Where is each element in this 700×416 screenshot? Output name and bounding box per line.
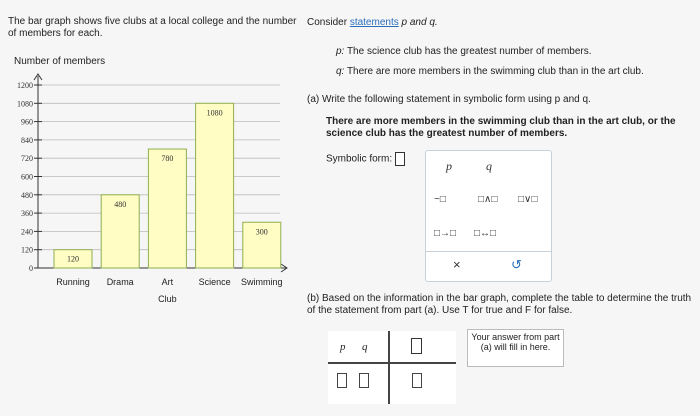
consider-prefix: Consider bbox=[307, 17, 350, 28]
palette-implies-button[interactable]: □→□ bbox=[434, 228, 457, 239]
truth-table-cell-q[interactable] bbox=[359, 373, 369, 388]
statements-link[interactable]: statements bbox=[349, 17, 399, 28]
y-tick-label: 1080 bbox=[17, 99, 33, 109]
y-tick-label: 0 bbox=[29, 264, 33, 273]
y-tick-label: 960 bbox=[21, 117, 33, 127]
symbolic-form-label: Symbolic form: bbox=[326, 153, 393, 165]
part-b-question: (b) Based on the information in the bar graph, complete the table to determine the truth of the statement from part (a). Use T for true and F for false. bbox=[307, 293, 692, 316]
target-statement: There are more members in the swimming club than in the art club, or the science club has the greatest number of members. bbox=[326, 116, 676, 139]
bar-value-label: 120 bbox=[67, 254, 79, 264]
bar-value-label: 480 bbox=[114, 199, 127, 209]
palette-or-button[interactable]: □∨□ bbox=[518, 194, 538, 205]
y-tick-label: 840 bbox=[21, 135, 33, 145]
x-axis-label: Club bbox=[158, 294, 177, 304]
truth-table-header-p: p bbox=[340, 341, 346, 353]
category-label: Science bbox=[198, 277, 231, 287]
bar-value-label: 780 bbox=[161, 154, 174, 164]
statement-q-var: q: bbox=[336, 66, 345, 77]
truth-table-header bbox=[328, 331, 456, 364]
palette-and-button[interactable]: □∧□ bbox=[478, 194, 498, 205]
statement-p-var: p: bbox=[336, 46, 345, 57]
truth-table-cell-statement[interactable] bbox=[412, 373, 422, 388]
category-label: Drama bbox=[106, 277, 134, 287]
category-label: Running bbox=[56, 277, 90, 287]
answer-hint: Your answer from part (a) will fill in here. bbox=[467, 329, 564, 367]
symbolic-form-row bbox=[326, 152, 405, 166]
truth-table-header-q: q bbox=[362, 341, 368, 353]
statement-q bbox=[336, 66, 644, 77]
chart-intro: The bar graph shows five clubs at a local college and the number of members for each. bbox=[8, 16, 297, 39]
statement-p bbox=[336, 46, 592, 57]
y-tick-label: 720 bbox=[21, 154, 33, 164]
y-tick-label: 1200 bbox=[17, 81, 33, 90]
y-tick-label: 480 bbox=[21, 190, 33, 200]
y-tick-label: 360 bbox=[21, 209, 33, 219]
bar bbox=[148, 149, 186, 268]
truth-table bbox=[328, 331, 456, 404]
palette-iff-button[interactable]: □↔□ bbox=[474, 228, 497, 239]
statement-p-text: The science club has the greatest number of members. bbox=[346, 46, 592, 57]
bar-value-label: 300 bbox=[255, 227, 268, 237]
palette-q-button[interactable]: q bbox=[486, 159, 492, 173]
consider-line bbox=[307, 17, 438, 28]
truth-table-divider bbox=[388, 331, 390, 404]
part-a-question: (a) Write the following statement in symbolic form using p and q. bbox=[307, 94, 591, 105]
category-label: Swimming bbox=[241, 277, 283, 287]
clear-icon[interactable]: × bbox=[453, 257, 461, 272]
undo-icon[interactable]: ↺ bbox=[511, 257, 522, 272]
bar-chart bbox=[0, 70, 300, 310]
truth-table-statement-header-box bbox=[411, 338, 422, 354]
palette-not-button[interactable]: ~□ bbox=[434, 194, 446, 205]
y-axis-label: Number of members bbox=[14, 56, 106, 67]
bar-value-label: 1080 bbox=[206, 108, 223, 118]
y-tick-label: 600 bbox=[21, 172, 33, 182]
bar bbox=[196, 103, 234, 268]
truth-table-cell-p[interactable] bbox=[337, 373, 347, 388]
y-tick-label: 240 bbox=[21, 227, 33, 237]
y-tick-label: 120 bbox=[21, 245, 33, 255]
palette-p-button[interactable]: p bbox=[446, 159, 452, 173]
symbolic-form-input[interactable] bbox=[395, 152, 405, 166]
palette-divider bbox=[426, 251, 551, 252]
symbol-palette bbox=[425, 150, 552, 282]
statement-q-text: There are more members in the swimming club than in the art club. bbox=[346, 66, 644, 77]
consider-vars: p and q. bbox=[401, 17, 438, 28]
category-label: Art bbox=[161, 277, 174, 287]
